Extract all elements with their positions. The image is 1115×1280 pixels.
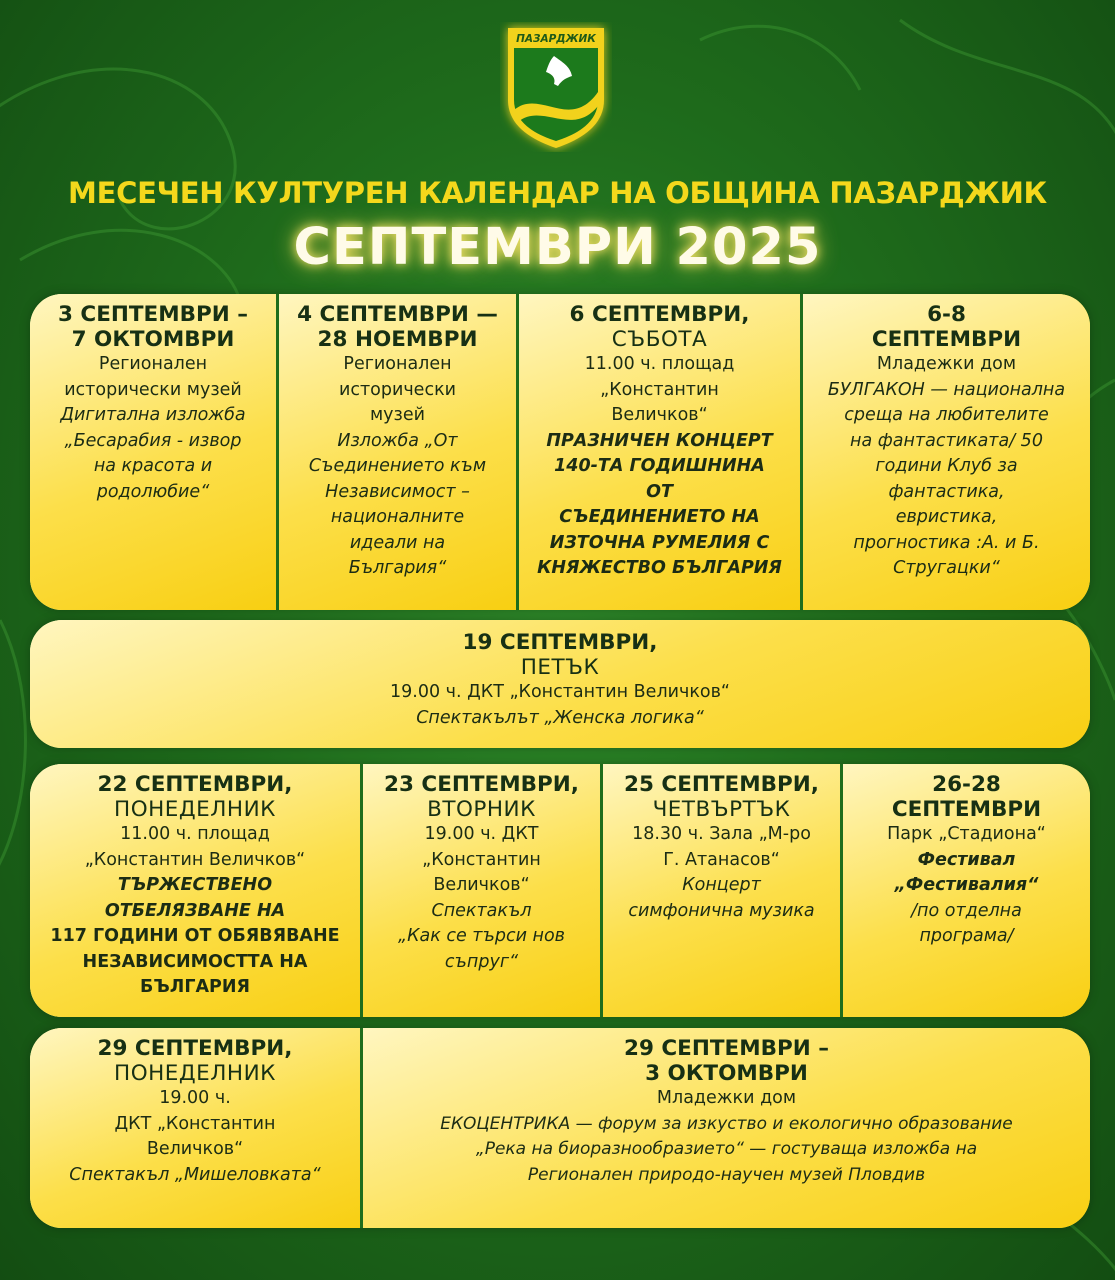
text-line: Регионален (98, 354, 208, 374)
crest-text: ПАЗАРДЖИК (516, 33, 596, 45)
text-line: КНЯЖЕСТВО БЪЛГАРИЯ (537, 558, 782, 578)
text-line: Младежки дом (656, 1088, 797, 1108)
event-weekday: ЧЕТВЪРТЪК (652, 797, 791, 822)
text-line: 26-28 (932, 772, 1001, 797)
text-line: години Клуб за (875, 456, 1018, 476)
text-line: 117 ГОДИНИ ОТ ОБЯВЯВАНЕ (50, 926, 340, 946)
text-line: идеали на (349, 532, 446, 553)
event-card (30, 764, 360, 1017)
event-subtitle (849, 899, 1084, 950)
text-line: „Бесарабия - извор (64, 430, 242, 451)
text-line: Спектакъл (431, 900, 532, 921)
text-line: 4 СЕПТЕМВРИ — (297, 302, 498, 327)
text-line: родолюбие“ (96, 481, 210, 502)
event-date: 25 СЕПТЕМВРИ, (624, 772, 819, 797)
text-line: „Константин (600, 379, 719, 400)
event-weekday: СЪБОТА (611, 327, 708, 352)
text-line: ПРАЗНИЧЕН КОНЦЕРТ (546, 430, 773, 451)
event-date (285, 302, 510, 352)
event-card (840, 764, 1090, 1017)
event-place (609, 822, 834, 873)
event-date: 22 СЕПТЕМВРИ, (97, 772, 293, 797)
event-place (285, 352, 510, 429)
event-subtitle (369, 1137, 1084, 1188)
text-line: Величков“ (146, 1139, 244, 1159)
text-line: 19.00 ч. (159, 1088, 231, 1108)
text-line: „Как се търси нов (398, 926, 565, 946)
event-place (849, 822, 1084, 848)
text-line: България“ (348, 558, 447, 578)
text-line: ОТБЕЛЯЗВАНЕ НА (104, 900, 286, 921)
text-line: на фантастиката/ 50 (850, 430, 1043, 451)
text-line: прогностика :А. и Б. (853, 532, 1040, 553)
text-line: СЕПТЕМВРИ (891, 797, 1042, 822)
event-place (36, 352, 270, 403)
text-line: 140-ТА ГОДИШНИНА (554, 456, 765, 476)
text-line: на красота и (93, 456, 213, 476)
event-weekday: ВТОРНИК (427, 797, 536, 822)
text-line: СЕПТЕМВРИ (871, 327, 1022, 352)
text-line: националните (330, 507, 465, 527)
text-line: Концерт (682, 875, 761, 895)
text-line: Г. Атанасов“ (663, 849, 780, 870)
text-line: фантастика, (888, 481, 1005, 502)
text-line: програма/ (919, 926, 1014, 946)
text-line: съпруг“ (444, 951, 519, 972)
event-weekday: ПОНЕДЕЛНИК (114, 1061, 276, 1086)
text-line: БЪЛГАРИЯ (140, 977, 250, 997)
event-place: 19.00 ч. ДКТ „Константин Величков“ (390, 682, 730, 702)
event-place (36, 1086, 354, 1163)
event-title (525, 429, 794, 582)
text-line: 18.30 ч. Зала „М-ро (632, 824, 811, 844)
text-line: Изложба „От (337, 430, 458, 451)
text-line: Дигитална изложба (60, 405, 246, 425)
event-title (36, 1163, 354, 1189)
text-line: Парк „Стадиона“ (887, 824, 1046, 844)
text-line: „Река на биоразнообразието“ — гостуваща изложба на (475, 1139, 978, 1159)
event-card (30, 294, 276, 610)
event-date: 19 СЕПТЕМВРИ, (462, 630, 658, 655)
event-place (36, 822, 354, 873)
text-line: исторически музей (64, 379, 242, 400)
event-title (809, 378, 1084, 582)
text-line: Величков“ (433, 875, 530, 895)
event-title (285, 429, 510, 582)
text-line: среща на любителите (844, 405, 1049, 425)
text-line: ЕКОЦЕНТРИКА — форум за изкуство и екологично образование (440, 1113, 1013, 1134)
text-line: НЕЗАВИСИМОСТТА НА (82, 951, 308, 972)
event-card (800, 294, 1090, 610)
event-card (360, 764, 600, 1017)
event-title (369, 899, 594, 976)
text-line: ТЪРЖЕСТВЕНО (117, 875, 273, 895)
event-subtitle (36, 924, 354, 1001)
event-date (809, 302, 1084, 352)
row-2 (30, 620, 1090, 748)
event-date (36, 302, 270, 352)
text-line: „Фестивалия“ (894, 875, 1039, 895)
event-weekday: ПОНЕДЕЛНИК (114, 797, 276, 822)
text-line: Регионален (343, 354, 452, 374)
text-line: 3 ОКТОМВРИ (645, 1061, 808, 1086)
text-line: 7 ОКТОМВРИ (71, 327, 235, 352)
text-line: „Константин Величков“ (84, 849, 306, 870)
event-card (30, 1028, 360, 1228)
event-card (516, 294, 800, 610)
text-line: 6-8 (927, 302, 966, 327)
text-line: ОТ (646, 481, 673, 502)
event-place (369, 1086, 1084, 1112)
event-card (30, 620, 1090, 748)
row-4 (30, 1028, 1090, 1228)
text-line: Независимост – (325, 481, 470, 502)
text-line: ДКТ „Константин (114, 1113, 276, 1134)
text-line: Фестивал (917, 849, 1016, 870)
event-card (600, 764, 840, 1017)
text-line: Младежки дом (876, 354, 1017, 374)
text-line: 19.00 ч. ДКТ (424, 824, 539, 844)
text-line: Съединението към (308, 456, 487, 476)
month-title: СЕПТЕМВРИ 2025 (293, 218, 822, 277)
text-line: Спектакъл „Мишеловката“ (69, 1164, 321, 1185)
text-line: СЪЕДИНЕНИЕТО НА (559, 507, 760, 527)
text-line: исторически (338, 379, 457, 400)
event-date: 23 СЕПТЕМВРИ, (384, 772, 579, 797)
text-line: 6 СЕПТЕМВРИ, (569, 302, 750, 327)
row-1 (30, 294, 1090, 610)
calendar-heading: МЕСЕЧЕН КУЛТУРЕН КАЛЕНДАР НА ОБЩИНА ПАЗАРДЖИК (68, 176, 1047, 210)
text-line: Величков“ (611, 405, 708, 425)
text-line: симфонична музика (628, 900, 815, 921)
text-line: 11.00 ч. площад (120, 824, 270, 844)
event-title (849, 848, 1084, 899)
event-title (36, 403, 270, 505)
text-line: 29 СЕПТЕМВРИ – (624, 1036, 829, 1061)
event-card (360, 1028, 1090, 1228)
text-line: /по отделна (911, 900, 1022, 921)
event-place (369, 822, 594, 899)
text-line: евристика, (895, 507, 998, 527)
event-date (849, 772, 1084, 822)
event-date (369, 1036, 1084, 1086)
event-title (609, 873, 834, 924)
event-title: Спектакълът „Женска логика“ (416, 707, 704, 728)
text-line: 3 СЕПТЕМВРИ – (57, 302, 249, 327)
event-place (525, 352, 794, 429)
event-place (809, 352, 1084, 378)
text-line: Стругацки“ (893, 558, 1000, 578)
text-line: Регионален природо-научен музей Пловдив (527, 1164, 926, 1185)
text-line: 11.00 ч. площад (584, 354, 735, 374)
event-title (36, 873, 354, 924)
row-3 (30, 764, 1090, 1017)
text-line: ИЗТОЧНА РУМЕЛИЯ С (549, 532, 770, 553)
event-card (276, 294, 516, 610)
text-line: 28 НОЕМВРИ (317, 327, 478, 352)
event-weekday: ПЕТЪК (520, 655, 600, 680)
text-line: БУЛГАКОН — национална (827, 379, 1066, 400)
text-line: „Константин (422, 849, 541, 870)
event-title (369, 1112, 1084, 1138)
city-crest (500, 22, 612, 152)
event-date: 29 СЕПТЕМВРИ, (97, 1036, 293, 1061)
event-date (525, 302, 794, 327)
text-line: музей (369, 405, 425, 425)
